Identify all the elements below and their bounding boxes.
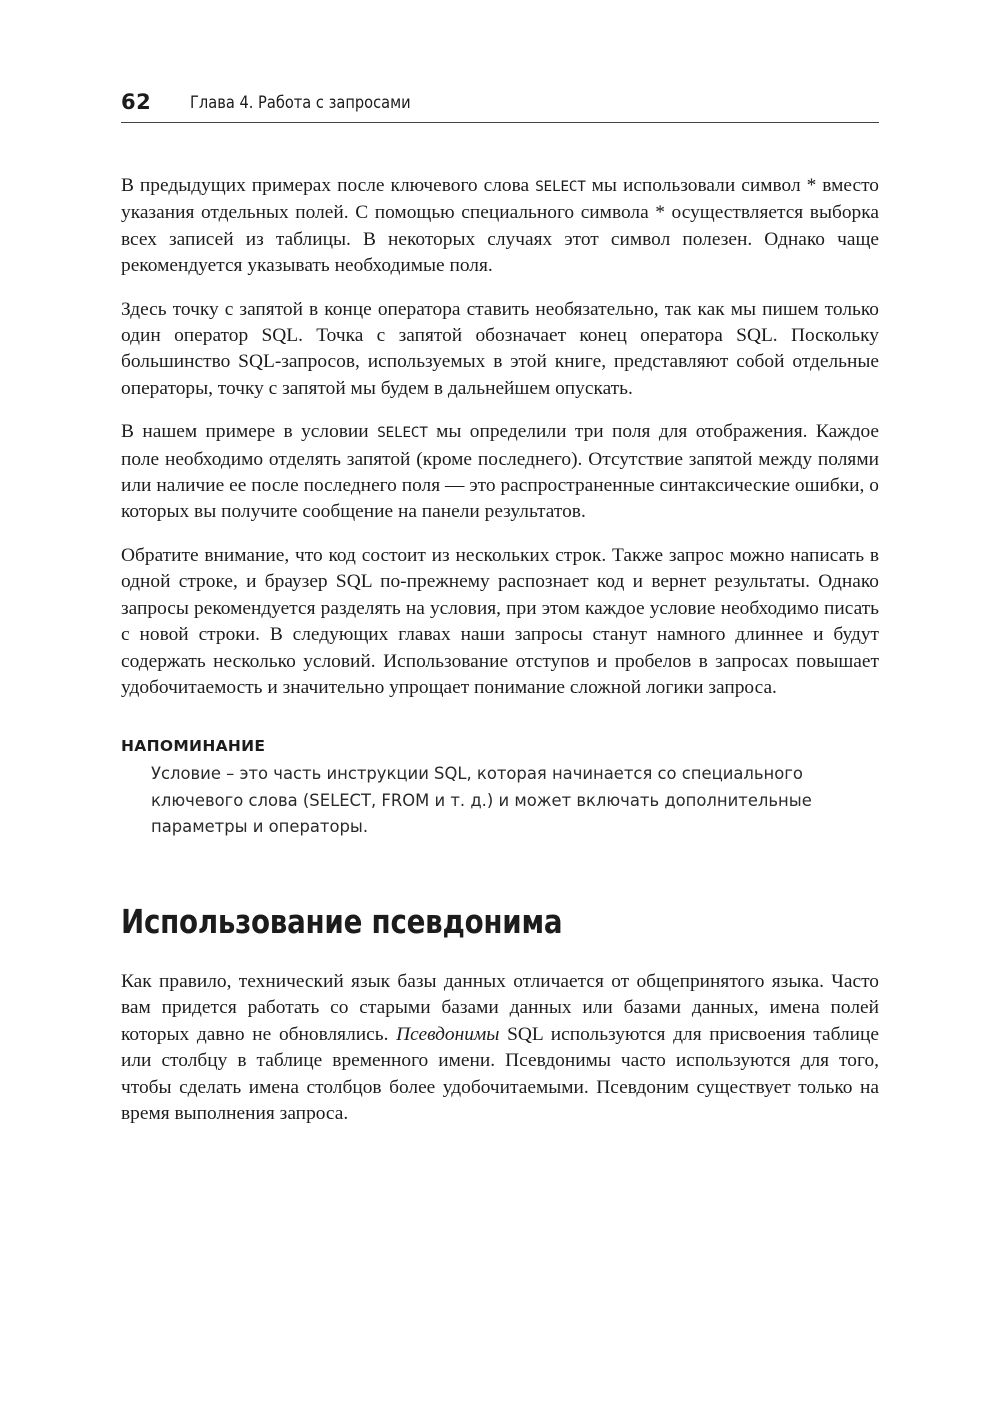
note-text: Условие – это часть инструкции SQL, которая начинается со специального ключевого слова (SELECT, FROM и т. д.) и может включать дополнительные параметры и операторы. [151, 764, 812, 836]
section-heading: Использование псевдонима [121, 901, 563, 941]
code-keyword: SELECT [535, 179, 586, 195]
note-label: НАПОМИНАНИЕ [121, 737, 266, 756]
page-number: 62 [121, 90, 152, 114]
page-content [121, 173, 879, 1144]
paragraph-multiline-code: Обратите внимание, что код состоит из нескольких строк. Также запрос можно написать в одной строке, и браузер SQL по-прежнему распознает код и вернет результаты. Однако запросы рекомендуется разделять на условия, при этом каждое условие необходимо писать с новой строки. В следующих главах наши запросы станут намного длиннее и будут содержать несколько условий. Использование отступов и пробелов в запросах повышает удобочитаемость и значительно упрощает понимание сложной логики запроса. [121, 544, 879, 698]
paragraph-text: мы использовали символ * вместо указания отдельных полей. С помощью специального символа * осуществляется выборка всех записей из таблицы. В некоторых случаях этот символ полезен. Однако чаще рекомендуется указывать необходимые поля. [121, 175, 879, 277]
code-keyword: SELECT [377, 425, 428, 442]
paragraph-text: Как правило, технический язык базы данных отличается от общепринятого языка. Часто вам придется работать со старыми базами данных или базами данных, имена полей которых давно не обновлялись. [121, 970, 879, 1045]
paragraph-text: мы определили три поля для отображения. Каждое поле необходимо отделять запятой (кроме последнего). Отсутствие запятой между полями или наличие ее после последнего поля — это распространенные синтаксические ошибки, о которых вы получите сообщение на панели результатов. [121, 421, 879, 523]
paragraph-text: В нашем примере в условии [121, 421, 378, 443]
paragraph-select-asterisk [121, 173, 879, 280]
reminder-note [121, 737, 879, 840]
chapter-title: Глава 4. Работа с запросами [190, 93, 411, 113]
paragraph-text: В предыдущих примерах после ключевого слова [121, 175, 536, 196]
paragraph-text: SQL используются для присвоения таблице или столбцу в таблице временного имени. Псевдонимы часто используются для того, чтобы сделать имена столбцов более удобочитаемыми. Псевдоним существует только на время выполнения запроса. [121, 1023, 880, 1124]
paragraph-semicolon: Здесь точку с запятой в конце оператора ставить необязательно, так как мы пишем только один оператор SQL. Точка с запятой обозначает конец оператора SQL. Поскольку большинство SQL-запросов, используемых в этой книге, представляют собой отдельные операторы, точку с запятой мы будем в дальнейшем опускать. [121, 298, 879, 399]
paragraph-select-fields [121, 419, 879, 526]
emphasis-term: Псевдонимы [396, 1023, 500, 1045]
paragraph-alias [121, 969, 879, 1127]
running-header [121, 88, 879, 123]
